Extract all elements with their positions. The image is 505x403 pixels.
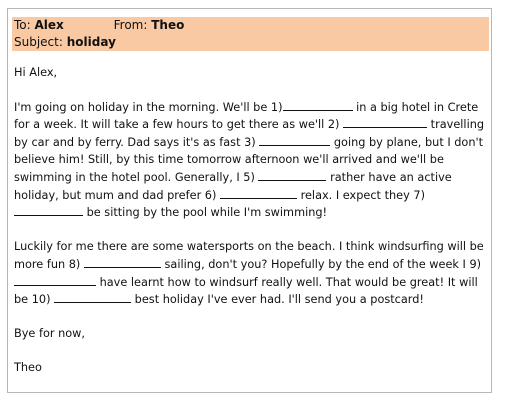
from-group xyxy=(114,18,185,32)
p1-text-6: relax. I expect they 7) xyxy=(297,188,425,202)
p1-text-1: I'm going on holiday in the morning. We'll be 1) xyxy=(14,100,283,114)
p1-text-4: going by plane, but I don't believe him! Still, by this time tomorrow afternoon we'll arrived and we'll be swimming in the hotel pool. Generally, I 5) xyxy=(14,136,484,184)
p1-text-2: in a big hotel in Crete for a week. It will take a few hours to get there as we'll 2) xyxy=(14,100,479,132)
subject-line xyxy=(14,34,116,50)
p2-text-2: sailing, don't you? Hopefully by the end of the week I 9) xyxy=(160,257,482,271)
p1-text-3: travelling by car and by ferry. Dad says it's as fast 3) xyxy=(14,118,485,150)
blank-2[interactable] xyxy=(343,116,427,128)
blank-9[interactable] xyxy=(14,274,96,286)
subject-label: Subject: xyxy=(14,35,63,49)
p1-text-5: rather have an active holiday, but mum and dad prefer 6) xyxy=(14,170,452,202)
blank-6[interactable] xyxy=(220,187,297,199)
email-header xyxy=(12,17,489,51)
blank-5[interactable] xyxy=(258,169,326,181)
p2-text-1: Luckily for me there are some watersports on the beach. I think windsurfing will be more fun 8) xyxy=(14,239,484,271)
p2-text-3: have learnt how to windsurf really well. That would be great! It will be 10) xyxy=(14,275,478,307)
to-value: Alex xyxy=(34,18,64,32)
p2-text-4: best holiday I've ever had. I'll send you a postcard! xyxy=(131,293,424,307)
p1-text-7: be sitting by the pool while I'm swimming! xyxy=(83,206,328,220)
to-label: To: xyxy=(14,18,31,32)
to-from-line xyxy=(14,17,184,33)
sign-off: Bye for now, xyxy=(14,326,86,340)
paragraph-1 xyxy=(14,99,486,223)
blank-10[interactable] xyxy=(54,291,131,303)
blank-8[interactable] xyxy=(84,256,161,268)
blank-1[interactable] xyxy=(283,99,353,111)
email-message xyxy=(7,8,492,393)
from-value: Theo xyxy=(151,18,185,32)
from-label: From: xyxy=(113,18,148,32)
signature: Theo xyxy=(14,360,42,374)
blank-3[interactable] xyxy=(259,134,330,146)
paragraph-2 xyxy=(14,239,486,309)
greeting: Hi Alex, xyxy=(14,66,58,79)
email-body xyxy=(14,65,486,393)
blank-7[interactable] xyxy=(14,204,83,216)
subject-value: holiday xyxy=(66,35,116,49)
